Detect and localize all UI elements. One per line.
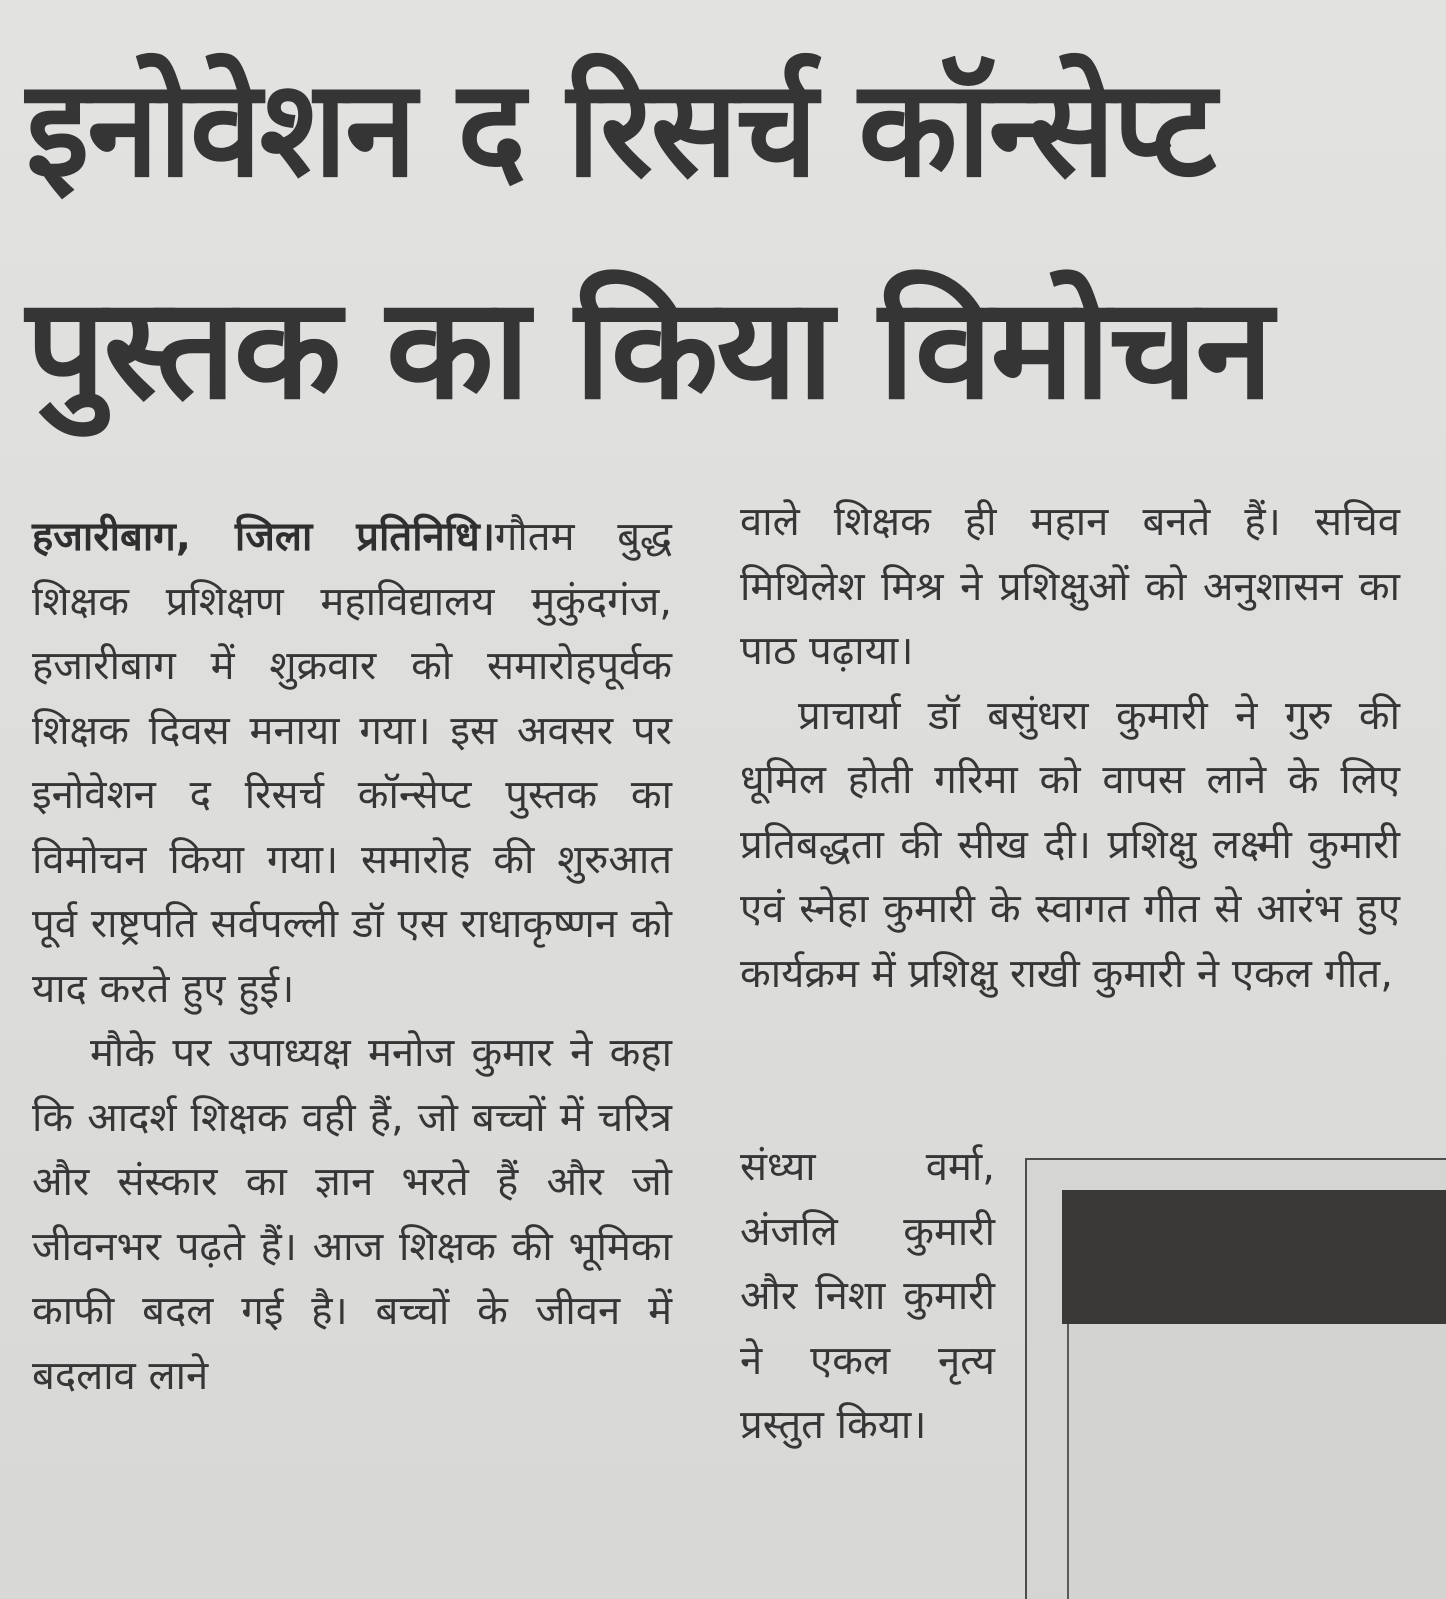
dateline: हजारीबाग, जिला प्रतिनिधि। <box>32 514 495 560</box>
article-paragraph: मौके पर उपाध्यक्ष मनोज कुमार ने कहा कि आदर्श शिक्षक वही हैं, जो बच्चों में चरित्र और संस्कार का ज्ञान भरते हैं और जो जीवनभर पढ़ते हैं। आज शिक्षक की भूमिका काफी बदल गई है। बच्चों के जीवन में बदलाव लाने <box>32 1030 672 1399</box>
article-paragraph: वाले शिक्षक ही महान बनते हैं। सचिव मिथिलेश मिश्र ने प्रशिक्षुओं को अनुशासन का पाठ पढ़ाया। <box>740 499 1400 674</box>
photo-frame <box>1067 1324 1446 1599</box>
article-paragraph <box>32 505 672 1021</box>
photo-dark-band <box>1062 1190 1446 1324</box>
article-paragraph: प्राचार्या डॉ बसुंधरा कुमारी ने गुरु की धूमिल होती गरिमा को वापस लाने के लिए प्रतिबद्धता की सीख दी। प्रशिक्षु लक्ष्मी कुमारी एवं स्नेहा कुमारी के स्वागत गीत से आरंभ हुए कार्यक्रम में प्रशिक्षु राखी कुमारी ने एकल गीत, <box>740 692 1400 997</box>
article-column-narrow <box>740 1135 995 1458</box>
article-paragraph-text: गौतम बुद्ध शिक्षक प्रशिक्षण महाविद्यालय मुकुंदगंज, हजारीबाग में शुक्रवार को समारोहपूर्वक शिक्षक दिवस मनाया गया। इस अवसर पर इनोवेशन द रिसर्च कॉन्सेप्ट पुस्तक का विमोचन किया गया। समारोह की शुरुआत पूर्व राष्ट्रपति सर्वपल्ली डॉ एस राधाकृष्णन को याद करते हुए हुई। <box>32 514 673 1012</box>
headline-line-2: पुस्तक का किया विमोचन <box>26 268 1272 431</box>
article-column-right <box>740 490 1400 1006</box>
photo-area <box>1025 1158 1446 1599</box>
article-column-left <box>32 505 672 1408</box>
headline-line-1: इनोवेशन द रिसर्च कॉन्सेप्ट <box>26 51 1215 207</box>
article-paragraph: संध्या वर्मा, अंजलि कुमारी और निशा कुमारी ने एकल नृत्य प्रस्तुत किया। <box>740 1144 995 1448</box>
